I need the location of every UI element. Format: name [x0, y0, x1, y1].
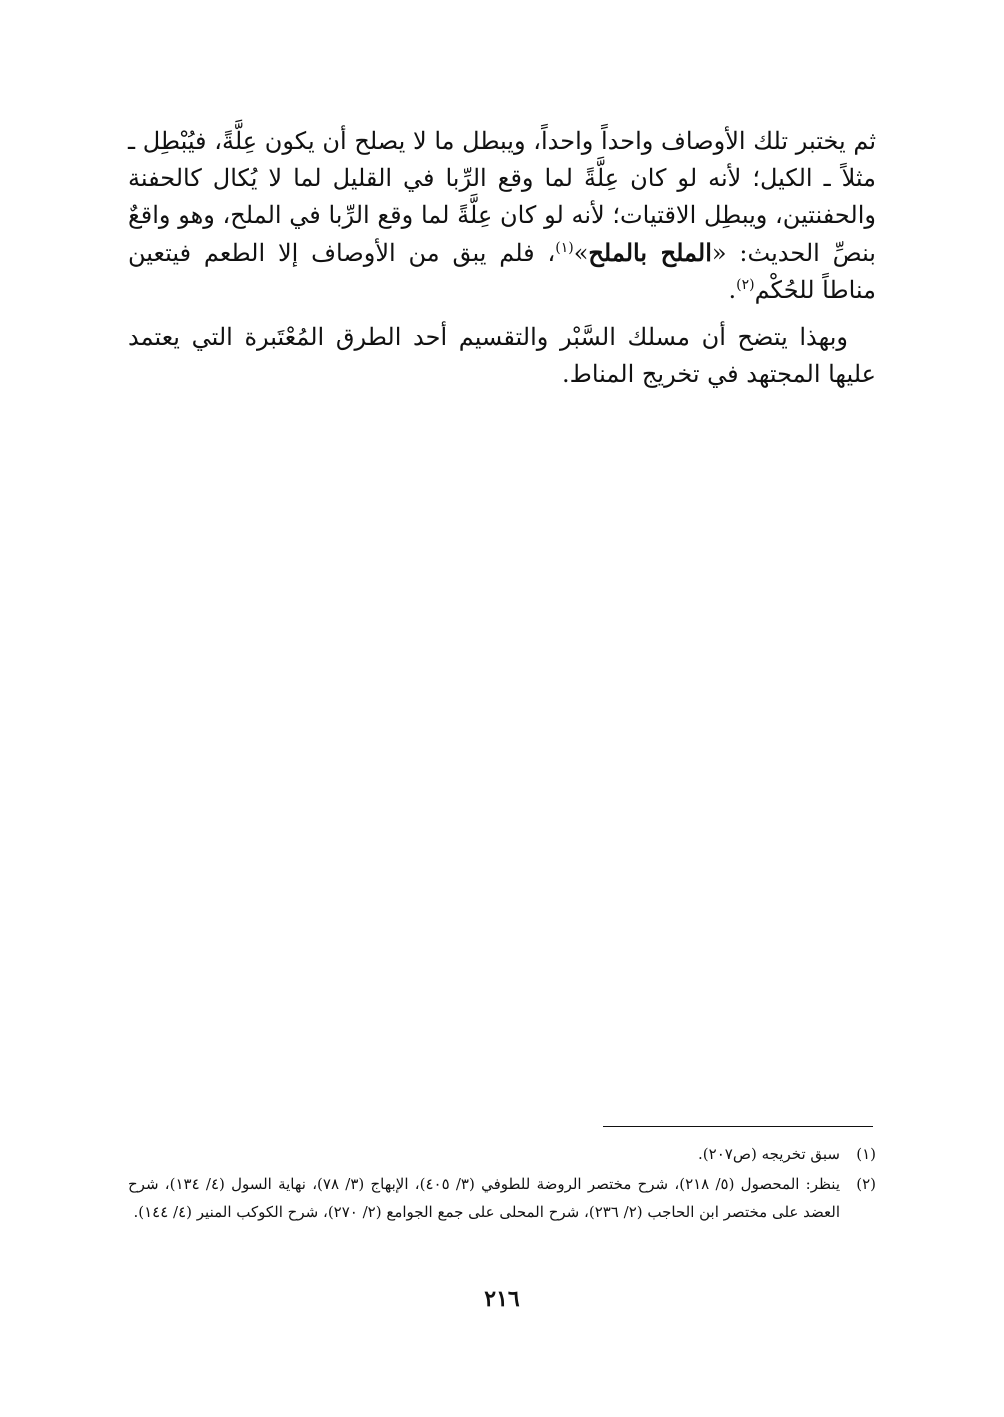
footnote-2	[128, 1170, 876, 1226]
footnote-1	[128, 1140, 876, 1168]
footnote-1-text: سبق تخريجه (ص٢٠٧).	[698, 1145, 840, 1163]
page-number: ٢١٦	[484, 1286, 520, 1312]
paragraph-1-end: .	[728, 276, 737, 304]
footnote-2-text: ينظر: المحصول (٥/ ٢١٨)، شرح مختصر الروضة للطوفي (٣/ ٤٠٥)، الإبهاج (٣/ ٧٨)، نهاية السول (٤/ ١٣٤)، شرح العضد على مختصر ابن الحاجب (٢/ ٢٣٦)، شرح المحلى على جمع الجوامع (٢/ ٢٧٠)، شرح الكوكب المنير (٤/ ١٤٤).	[128, 1175, 840, 1221]
paragraph-2: وبهذا يتضح أن مسلك السَّبْر والتقسيم أحد الطرق المُعْتَبرة التي يعتمد عليها المجتهد في تخريج المناط.	[128, 323, 876, 388]
main-text	[128, 123, 876, 393]
footnote-2-number: (٢)	[856, 1175, 876, 1193]
paragraph-1-text-b: ، فلم يبق من الأوصاف إلا الطعم فيتعين مناطاً للحُكْم	[128, 239, 876, 304]
footnotes	[128, 1140, 876, 1228]
quote-close-mark: »	[573, 239, 589, 267]
footnote-1-number: (١)	[856, 1145, 876, 1163]
paragraph-1-text-a: ثم يختبر تلك الأوصاف واحداً واحداً، ويبطل ما لا يصلح أن يكون عِلَّةً، فيُبْطِل ـ مثلاً ـ الكيل؛ لأنه لو كان عِلَّةً لما وقع الرِّبا في القليل لما لا يُكال كالحفنة والحفنتين، ويبطِل الاقتيات؛ لأنه لو كان عِلَّةً لما وقع الرِّبا في الملح، وهو واقعٌ بنصِّ الحديث: «	[128, 127, 876, 267]
hadith-quote: الملح بالملح	[588, 238, 712, 267]
footnote-separator	[603, 1126, 873, 1127]
paragraph-1	[128, 123, 876, 309]
footnote-ref-1[interactable]: (١)	[555, 240, 574, 256]
footnote-ref-2[interactable]: (٢)	[736, 277, 755, 293]
